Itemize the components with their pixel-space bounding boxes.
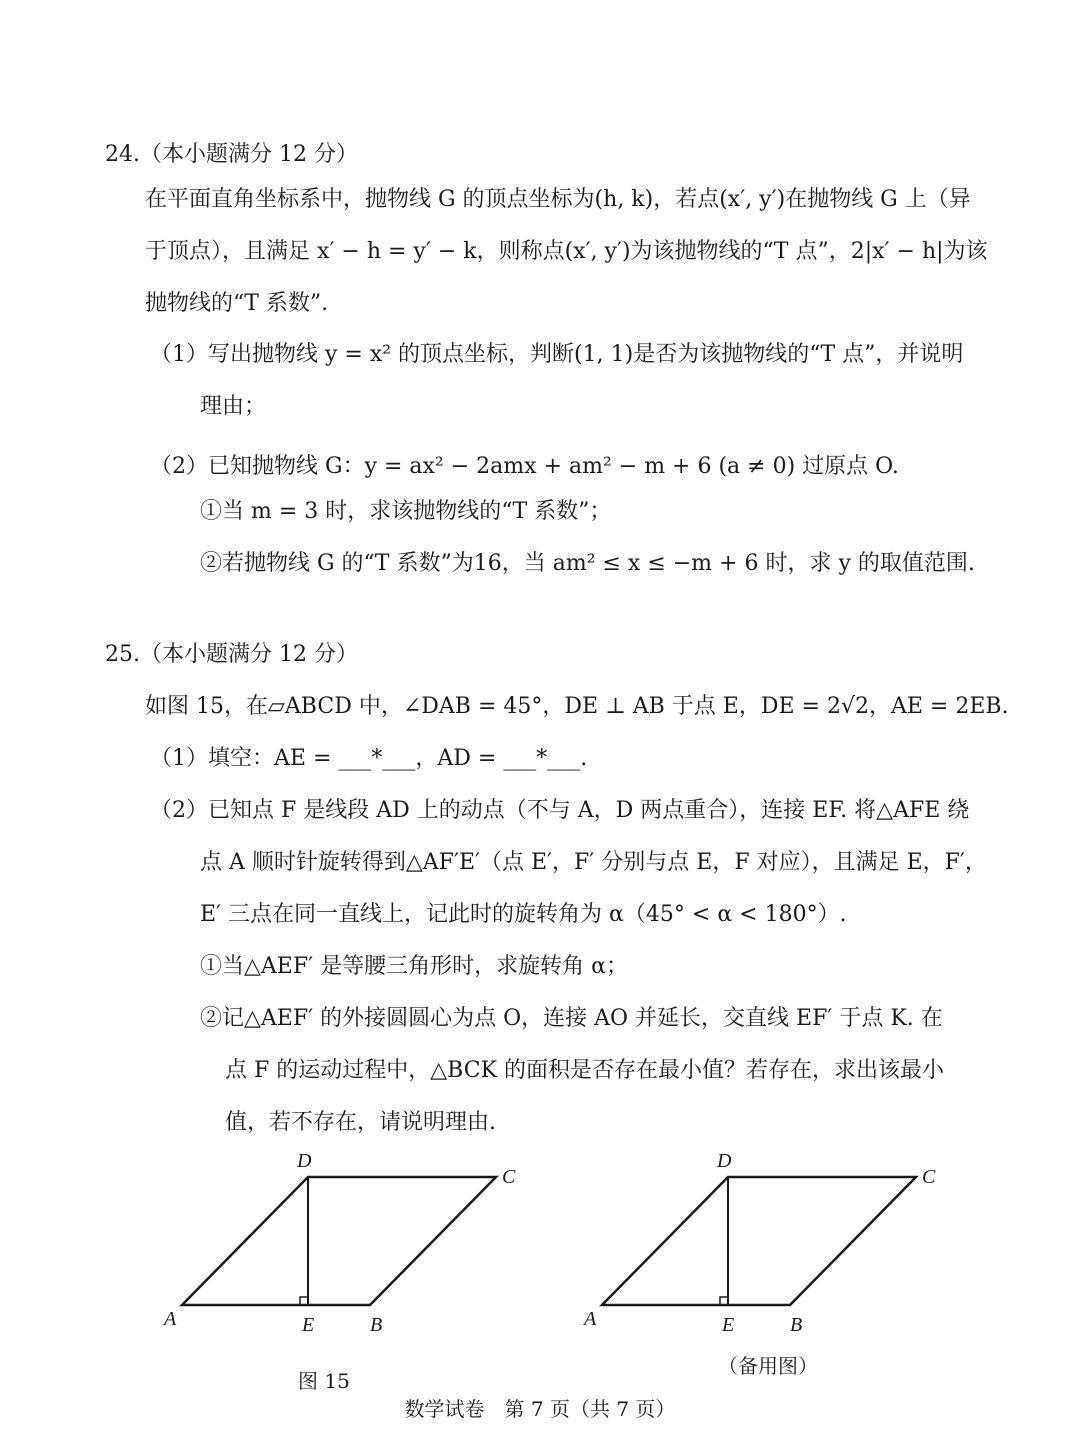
q25-sub1: ①当△AEF′ 是等腰三角形时，求旋转角 α； (200, 954, 628, 979)
figure-15-diagram (150, 1145, 550, 1345)
backup-figure-caption: （备用图） (718, 1354, 818, 1378)
label-c-backup: C (922, 1166, 936, 1188)
label-d: D (297, 1150, 312, 1172)
q25-part2-line-2: 点 A 顺时针旋转得到△AF′E′（点 E′，F′ 分别与点 E，F 对应），且满足 E，F′， (200, 850, 987, 875)
q25-sub2-line-1: ②记△AEF′ 的外接圆圆心为点 O，连接 AO 并延长，交直线 EF′ 于点 K. 在 (200, 1006, 943, 1031)
q24-header: 24.（本小题满分 12 分） (105, 142, 358, 167)
q25-part1: （1）填空：AE = ___*___，AD = ___*___. (150, 746, 588, 771)
q25-part2-line-3: E′ 三点在同一直线上，记此时的旋转角为 α（45° < α < 180°）. (200, 902, 847, 927)
q24-sub1: ①当 m = 3 时，求该抛物线的“T 系数”； (200, 499, 612, 524)
figure-15-caption: 图 15 (298, 1369, 350, 1393)
label-a-backup: A (584, 1308, 597, 1330)
q24-part1-line-2: 理由； (200, 394, 267, 419)
q25-sub2-line-2: 点 F 的运动过程中，△BCK 的面积是否存在最小值？若存在，求出该最小 (225, 1058, 945, 1083)
q25-stem: 如图 15，在▱ABCD 中，∠DAB = 45°，DE ⊥ AB 于点 E，DE = 2√2，AE = 2EB. (145, 694, 1009, 719)
label-a: A (164, 1308, 177, 1330)
q24-stem-line-3: 抛物线的“T 系数”. (145, 291, 329, 316)
backup-figure-diagram (570, 1145, 970, 1345)
label-c: C (502, 1166, 516, 1188)
q24-sub2: ②若抛物线 G 的“T 系数”为16，当 am² ≤ x ≤ −m + 6 时，求 y 的取值范围. (200, 551, 975, 576)
page-footer: 数学试卷 第 7 页（共 7 页） (404, 1397, 676, 1421)
q25-header: 25.（本小题满分 12 分） (105, 642, 358, 667)
parallelogram-abcd (182, 1177, 496, 1305)
label-e: E (302, 1314, 315, 1336)
q25-part2-line-1: （2）已知点 F 是线段 AD 上的动点（不与 A，D 两点重合），连接 EF. 将△AFE 绕 (150, 798, 970, 823)
label-b-backup: B (790, 1314, 803, 1336)
label-e-backup: E (722, 1314, 735, 1336)
q25-sub2-line-3: 值，若不存在，请说明理由. (225, 1110, 496, 1135)
q24-stem-line-1: 在平面直角坐标系中，抛物线 G 的顶点坐标为(h, k)，若点(x′, y′)在抛物线 G 上（异 (145, 187, 971, 212)
label-d-backup: D (717, 1150, 732, 1172)
label-b: B (370, 1314, 383, 1336)
q24-part2: （2）已知抛物线 G：y = ax² − 2amx + am² − m + 6 (a ≠ 0) 过原点 O. (150, 454, 899, 479)
q24-part1-line-1: （1）写出抛物线 y = x² 的顶点坐标，判断(1, 1)是否为该抛物线的“T 点”，并说明 (150, 342, 964, 367)
parallelogram-abcd-backup (602, 1177, 916, 1305)
q24-stem-line-2: 于顶点），且满足 x′ − h = y′ − k，则称点(x′, y′)为该抛物线的“T 点”，2|x′ − h|为该 (145, 239, 988, 264)
